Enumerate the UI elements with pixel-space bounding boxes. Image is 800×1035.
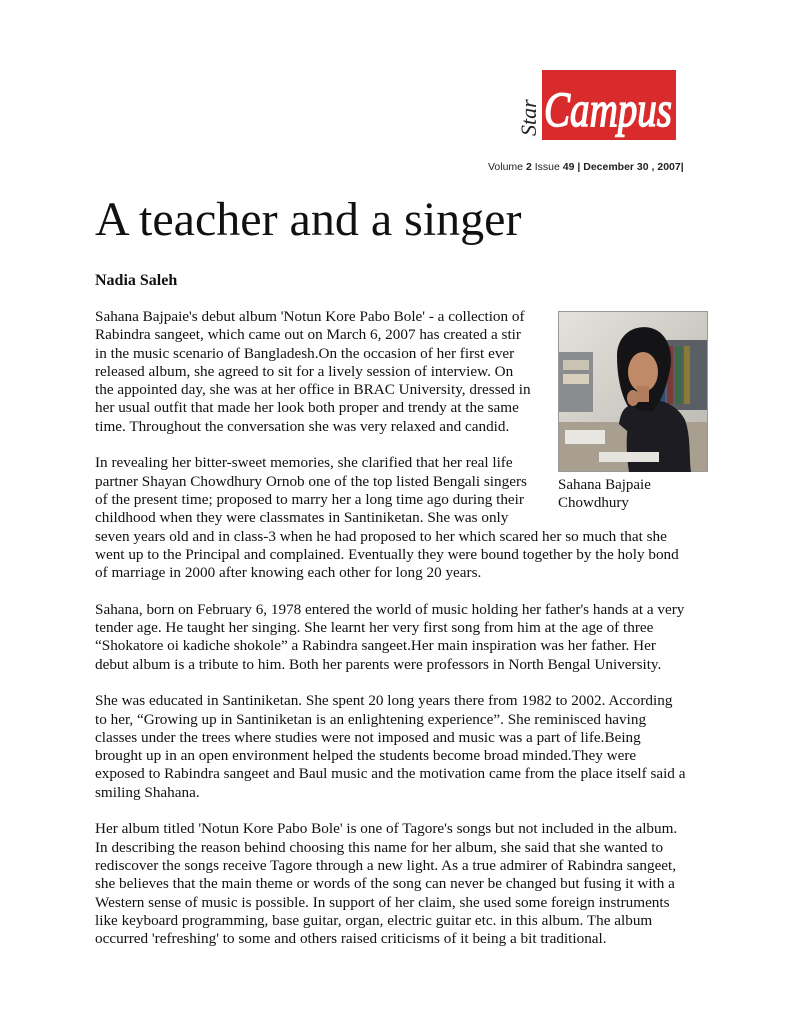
text-line: childhood when they were classmates in Santiniketan. She was only — [95, 509, 509, 527]
text-line: released album, she agreed to sit for a lively session of interview. On — [95, 362, 514, 380]
text-line: rediscover the songs receive Tagore through a new light. As a true admirer of Rabindra sangeet, — [95, 856, 677, 874]
text-line: In revealing her bitter-sweet memories, she clarified that her real life — [95, 454, 513, 472]
text-line: her usual outfit that made her look both proper and trendy at the same — [95, 399, 519, 417]
text-line: She was educated in Santiniketan. She spent 20 long years there from 1982 to 2002. According — [95, 692, 673, 710]
text-line: to her, “Growing up in Santiniketan is an enlightening experience”. She reminisced having — [95, 710, 647, 728]
text-line: Rabindra sangeet, which came out on March 6, 2007 has created a stir — [95, 326, 521, 344]
text-line: went up to the Principal and complained. Eventually they were bound together by the holy bond — [95, 545, 679, 563]
text-line: time. Throughout the conversation she was very relaxed and candid. — [95, 417, 510, 435]
text-line: occurred 'refreshing' to some and others raised criticisms of it being a bit traditional. — [95, 930, 607, 948]
text-line: “Shokatore oi kadiche shokole” a Rabindra sangeet.Her main inspiration was her father. Her — [95, 637, 656, 655]
issue-date: December 30 , 2007 — [583, 161, 681, 173]
text-line: exposed to Rabindra sangeet and Baul music and the motivation came from the place itself said a — [95, 765, 686, 783]
text-line: like keyboard programming, base guitar, organ, electric guitar etc. in this album. The album — [95, 911, 653, 929]
text-line: the appointed day, she was at her office in BRAC University, dressed in — [95, 381, 531, 399]
logo-star-text: Star — [516, 99, 541, 136]
paragraph-2 — [95, 454, 710, 582]
issue-label: Issue — [534, 161, 560, 173]
paragraph-5 — [95, 820, 710, 948]
text-line: smiling Shahana. — [95, 783, 200, 801]
text-line: tender age. He taught her singing. She learnt her very first song from him at the age of three — [95, 619, 654, 637]
text-line: in the music scenario of Bangladesh.On the occasion of her first ever — [95, 344, 515, 362]
text-line: Sahana Bajpaie's debut album 'Notun Kore Pabo Bole' - a collection of — [95, 308, 525, 325]
text-line: partner Shayan Chowdhury Ornob one of the top listed Bengali singers — [95, 472, 527, 490]
paragraph-4 — [95, 692, 710, 802]
volume-number: 2 — [525, 161, 532, 173]
text-line: she believes that the main theme or words of the song can never be changed but fusing it with a — [95, 875, 675, 893]
text-line: seven years old and in class-3 when he had proposed to her which scared her so much that she — [95, 527, 667, 545]
article-body — [95, 308, 710, 967]
volume-label: Volume — [488, 161, 524, 173]
logo-campus-text: Campus — [544, 81, 672, 137]
text-line: Her album titled 'Notun Kore Pabo Bole' is one of Tagore's songs but not included in the album. — [95, 820, 678, 838]
paragraph-1 — [95, 308, 710, 436]
text-line: of marriage in 2000 after knowing each other for long 20 years. — [95, 564, 482, 582]
issue-number: 49 — [562, 161, 575, 173]
text-line: In describing the reason behind choosing this name for her album, she said that she wanted to — [95, 838, 664, 856]
article-title: A teacher and a singer — [95, 193, 522, 246]
text-line: Western sense of music is possible. In support of her claim, she used some foreign instruments — [95, 893, 670, 911]
star-campus-logo — [516, 70, 676, 140]
text-line: debut album is a tribute to him. Both her parents were professors in North Bengal University. — [95, 655, 662, 673]
text-line: Sahana, born on February 6, 1978 entered the world of music holding her father's hands at a very — [95, 600, 685, 618]
text-line: brought up in an open environment helped the students become broad minded.They were — [95, 747, 637, 765]
photo-caption-line: Chowdhury — [558, 495, 629, 511]
paragraph-3 — [95, 601, 710, 674]
issue-line: Volume 2 Issue 49 | December 30 , 2007| — [488, 161, 684, 173]
text-line: classes under the trees where studies were not imposed and music was a part of life.Being — [95, 728, 641, 746]
text-line: of the present time; proposed to marry her a long time ago during their — [95, 490, 524, 508]
photo-caption-line: Sahana Bajpaie — [558, 477, 651, 493]
article-author: Nadia Saleh — [95, 272, 178, 289]
